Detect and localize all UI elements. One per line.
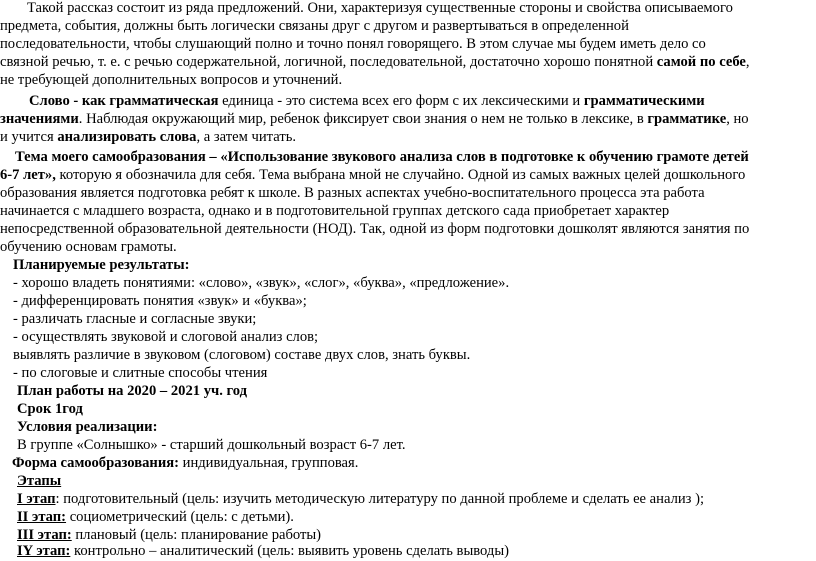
results-item: выявлять различие в звуковом (слоговом) составе двух слов, знать буквы. <box>13 347 471 363</box>
text-run: , но <box>726 111 749 127</box>
paragraph-3-line-2 <box>0 167 745 185</box>
text-run: , <box>745 54 750 70</box>
results-item: - дифференцировать понятия «звук» и «буква»; <box>13 293 307 309</box>
stage-2 <box>17 509 294 527</box>
bold-run: грамматике <box>647 111 727 127</box>
bold-run: анализировать слова <box>57 129 197 145</box>
paragraph-2-line-3 <box>0 129 296 147</box>
paragraph-3-line-3: образования является подготовка ребят к школе. В разных аспектах учебно-воспитательного процесса эта работа <box>0 185 705 201</box>
stage-text: плановый (цель: планирование работы) <box>71 527 322 543</box>
form-text: индивидуальная, групповая. <box>178 455 359 471</box>
conditions-text: В группе «Солнышко» - старший дошкольный возраст 6-7 лет. <box>17 437 406 453</box>
stage-3 <box>17 527 321 545</box>
form-line <box>12 455 358 473</box>
paragraph-1-line-4 <box>0 54 750 72</box>
paragraph-3-line-5: непосредственной образовательной деятельности (НОД). Так, одной из форм подготовки дошколят являются занятия по <box>0 221 750 237</box>
paragraph-1-line-5: не требующей дополнительных вопросов и уточнений. <box>0 72 343 88</box>
paragraph-2-line-1 <box>29 93 705 111</box>
stage-text: контрольно – аналитический (цель: выявить уровень сделать выводы) <box>70 543 510 559</box>
results-item: - по слоговые и слитные способы чтения <box>13 365 268 381</box>
stage-label: II этап: <box>17 509 67 525</box>
bold-run: самой по себе <box>656 54 746 70</box>
stages-heading: Этапы <box>17 473 62 489</box>
bold-run: грамматическими <box>583 93 705 109</box>
bold-run: значениями <box>0 111 79 127</box>
results-item: - различать гласные и согласные звуки; <box>13 311 257 327</box>
paragraph-1-line-3: последовательности, чтобы слушающий полно и точно понял говорящего. В этом случае мы будем иметь дело со <box>0 36 706 52</box>
form-label: Форма самообразования: <box>12 455 179 471</box>
text-run: и учится <box>0 129 58 145</box>
stage-label: IY этап: <box>17 543 71 559</box>
results-item: - осуществлять звуковой и слоговой анализ слов; <box>13 329 319 345</box>
stage-label: III этап: <box>17 527 72 543</box>
text-run: которую я обозначила для себя. Тема выбрана мной не случайно. Одной из самых важных целей дошкольного <box>55 167 746 183</box>
bold-run: 6-7 лет», <box>0 167 56 183</box>
results-item: - хорошо владеть понятиями: «слово», «звук», «слог», «буква», «предложение». <box>13 275 510 291</box>
paragraph-3-line-6: обучению основам грамоты. <box>0 239 177 255</box>
stage-sep: : <box>55 491 60 507</box>
text-run: единица - это система всех его форм с их лексическими и <box>218 93 584 109</box>
bold-run: Слово - как грамматическая <box>29 93 219 109</box>
text-run: , а затем читать. <box>196 129 296 145</box>
stage-1 <box>17 491 704 509</box>
paragraph-2-line-2 <box>0 111 749 129</box>
plan-term: Срок 1год <box>17 401 83 417</box>
results-heading: Планируемые результаты: <box>13 257 190 273</box>
plan-title: План работы на 2020 – 2021 уч. год <box>17 383 248 399</box>
paragraph-3-line-4: начинается с младшего возраста, однако и в подготовительной группах детского сада приобретает характер <box>0 203 670 219</box>
paragraph-1-line-2: предмета, события, должны быть логически связаны друг с другом и развертываться в определенной <box>0 18 629 34</box>
text-run: связной речью, т. е. с речью содержательной, логичной, последовательной, достаточно хорошо понятной <box>0 54 657 70</box>
stage-text: социометрический (цель: с детьми). <box>66 509 294 525</box>
text-run: . Наблюдая окружающий мир, ребенок фиксирует свои знания о нем не только в лексике, в <box>78 111 648 127</box>
paragraph-1-line-1: Такой рассказ состоит из ряда предложений. Они, характеризуя существенные стороны и свойства описываемого <box>27 0 733 16</box>
paragraph-3-line-1: Тема моего самообразования – «Использование звукового анализа слов в подготовке к обучению грамоте детей <box>15 149 749 165</box>
stage-label: I этап <box>17 491 56 507</box>
stage-text: подготовительный (цель: изучить методическую литературу по данной проблеме и сделать ее анализ ); <box>59 491 704 507</box>
conditions-heading: Условия реализации: <box>17 419 158 435</box>
